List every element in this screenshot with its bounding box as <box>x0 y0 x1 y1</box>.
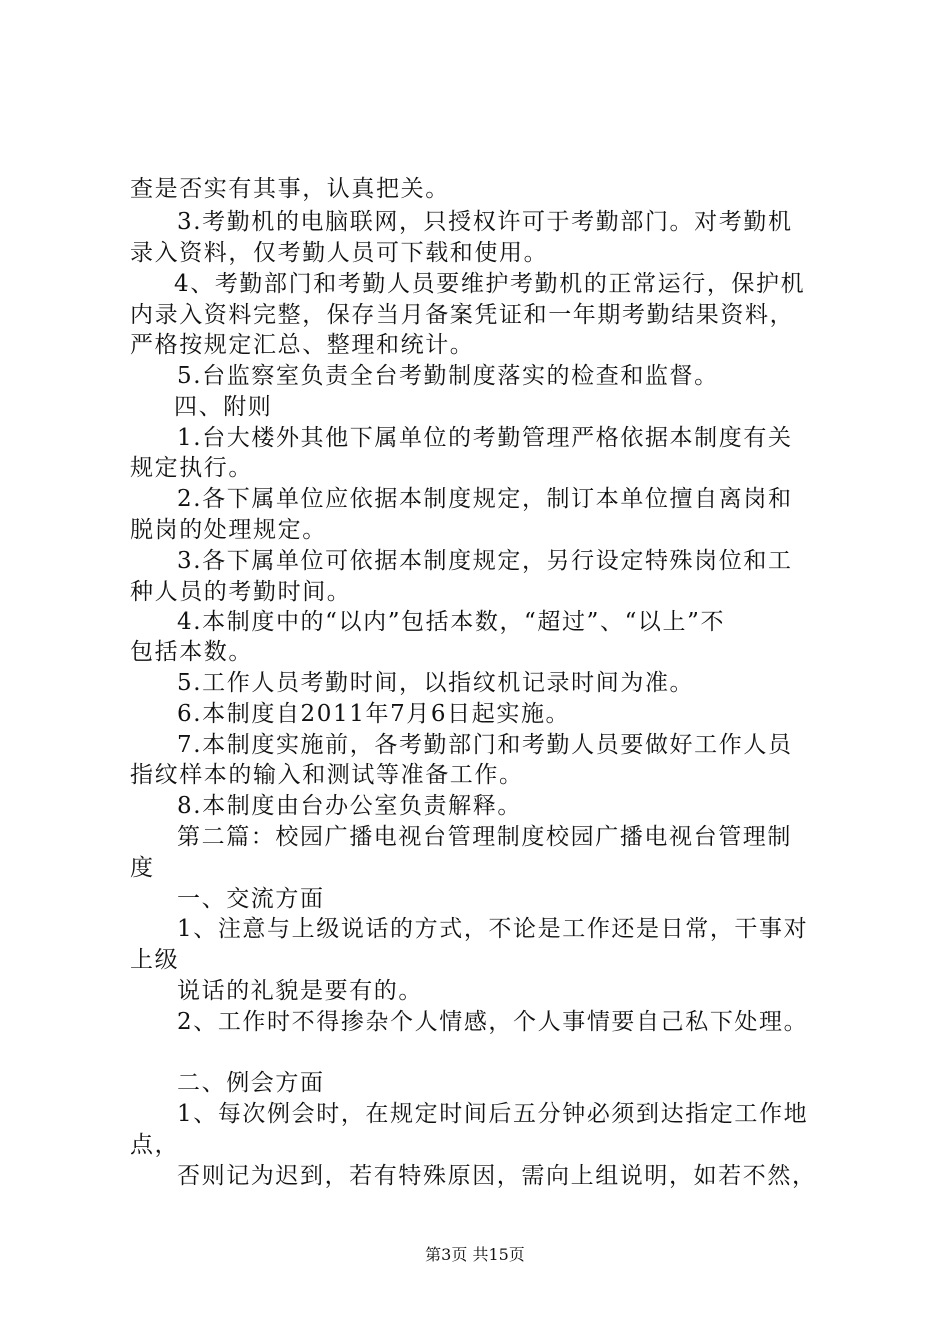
text-line: 内录入资料完整，保存当月备案凭证和一年期考勤结果资料， <box>130 302 795 328</box>
text-line: 录入资料，仅考勤人员可下载和使用。 <box>130 240 549 266</box>
text-line: 指纹样本的输入和测试等准备工作。 <box>130 762 524 788</box>
text-line: 脱岗的处理规定。 <box>130 517 327 543</box>
text-line: 7.本制度实施前，各考勤部门和考勤人员要做好工作人员 <box>177 732 793 758</box>
text-line: 8.本制度由台办公室负责解释。 <box>177 793 522 819</box>
text-line: 5.台监察室负责全台考勤制度落实的检查和监督。 <box>177 363 719 389</box>
text-line: 6.本制度自2011年7月6日起实施。 <box>177 701 571 727</box>
text-line: 3.各下属单位可依据本制度规定，另行设定特殊岗位和工 <box>177 548 793 574</box>
page-number-footer: 第3页 共15页 <box>425 1245 525 1264</box>
text-line: 种人员的考勤时间。 <box>130 579 352 605</box>
text-line: 点， <box>130 1132 180 1158</box>
text-line: 1、每次例会时，在规定时间后五分钟必须到达指定工作地 <box>177 1101 809 1127</box>
text-line: 2.各下属单位应依据本制度规定，制订本单位擅自离岗和 <box>177 486 793 512</box>
text-line: 否则记为迟到，若有特殊原因，需向上组说明，如若不然， <box>177 1163 817 1189</box>
text-line: 查是否实有其事，认真把关。 <box>130 176 450 202</box>
chapter-heading: 第二篇：校园广播电视台管理制度校园广播电视台管理制 <box>177 824 792 850</box>
text-line: 3.考勤机的电脑联网，只授权许可于考勤部门。对考勤机 <box>177 209 793 235</box>
text-line: 1、注意与上级说话的方式，不论是工作还是日常，干事对 <box>177 916 809 942</box>
text-line: 说话的礼貌是要有的。 <box>177 978 423 1004</box>
text-line: 规定执行。 <box>130 455 253 481</box>
text-line: 5.工作人员考勤时间，以指纹机记录时间为准。 <box>177 670 695 696</box>
text-line: 1.台大楼外其他下属单位的考勤管理严格依据本制度有关 <box>177 425 793 451</box>
section-heading: 二、例会方面 <box>177 1070 325 1096</box>
section-heading: 一、交流方面 <box>177 886 325 912</box>
text-line: 4、考勤部门和考勤人员要维护考勤机的正常运行，保护机 <box>174 271 806 297</box>
text-line: 4.本制度中的“以内”包括本数，“超过”、“以上”不 <box>177 609 726 635</box>
text-line: 包括本数。 <box>130 639 253 665</box>
text-line: 严格按规定汇总、整理和统计。 <box>130 332 475 358</box>
text-line: 上级 <box>130 947 180 973</box>
chapter-heading: 度 <box>130 855 155 881</box>
section-heading: 四、附则 <box>174 394 273 420</box>
text-line: 2、工作时不得掺杂个人情感，个人事情要自己私下处理。 <box>177 1009 809 1035</box>
